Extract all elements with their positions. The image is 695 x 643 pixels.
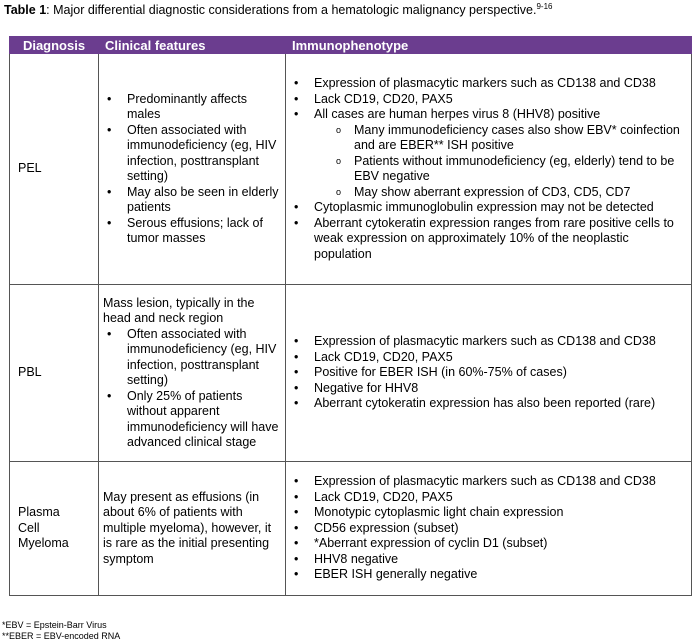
table-row-plasma-cell-myeloma xyxy=(10,462,692,596)
list-item: • Only 25% of patients without apparent immunodeficiency will have advanced clinical stage xyxy=(127,389,281,451)
immunophenotype-cell xyxy=(286,462,692,596)
header-immunophenotype: Immunophenotype xyxy=(286,37,692,54)
list-item: • *Aberrant expression of cyclin D1 (subset) xyxy=(314,536,687,552)
list-item: • CD56 expression (subset) xyxy=(314,521,687,537)
list-item: • Expression of plasmacytic markers such as CD138 and CD38 xyxy=(314,474,687,490)
immunophenotype-cell xyxy=(286,54,692,285)
list-item: • Aberrant cytokeratin expression ranges from rare positive cells to weak expression on approximately 10% of the neoplastic population xyxy=(314,216,687,263)
clinical-list xyxy=(103,327,281,451)
clinical-features-cell xyxy=(99,54,286,285)
diagnosis-table xyxy=(9,36,692,596)
list-item: • Predominantly affects males xyxy=(127,92,281,123)
list-item: • Lack CD19, CD20, PAX5 xyxy=(314,92,687,108)
list-item: • EBER ISH generally negative xyxy=(314,567,687,583)
list-item: • Often associated with immunodeficiency (eg, HIV infection, posttransplant setting) xyxy=(127,327,281,389)
list-item: • Serous effusions; lack of tumor masses xyxy=(127,216,281,247)
list-item: • Positive for EBER ISH (in 60%-75% of cases) xyxy=(314,365,687,381)
list-item: • Negative for HHV8 xyxy=(314,381,687,397)
clinical-features-cell: May present as effusions (in about 6% of patients with multiple myeloma), however, it is rare as the initial presenting symptom xyxy=(99,462,286,596)
list-item: • Often associated with immunodeficiency (eg, HIV infection, posttransplant setting) xyxy=(127,123,281,185)
list-item: • Lack CD19, CD20, PAX5 xyxy=(314,490,687,506)
diagnosis-line: Plasma xyxy=(18,505,60,520)
header-clinical-features: Clinical features xyxy=(99,37,286,54)
immunophenotype-cell xyxy=(286,285,692,462)
list-item: • Cytoplasmic immunoglobulin expression may not be detected xyxy=(314,200,687,216)
list-item xyxy=(314,107,687,200)
caption-label: Table 1 xyxy=(4,3,47,17)
diagnosis-cell: PEL xyxy=(10,54,99,285)
list-item-text: All cases are human herpes virus 8 (HHV8) positive xyxy=(314,107,601,121)
table-caption xyxy=(4,3,604,17)
clinical-intro: Mass lesion, typically in the head and neck region xyxy=(103,295,255,325)
sub-list-item: o Many immunodeficiency cases also show EBV* coinfection and are EBER** ISH positive xyxy=(354,123,687,154)
caption-refs: 9-16 xyxy=(536,2,553,11)
list-item: • Expression of plasmacytic markers such as CD138 and CD38 xyxy=(314,334,687,350)
diagnosis-line: Myeloma xyxy=(18,536,69,551)
footnote-eber: **EBER = EBV-encoded RNA xyxy=(2,631,121,641)
diagnosis-cell xyxy=(10,462,99,596)
header-diagnosis: Diagnosis xyxy=(10,37,99,54)
footnote-ebv: *EBV = Epstein-Barr Virus xyxy=(2,620,107,630)
immuno-list xyxy=(290,334,687,412)
table-header-row xyxy=(10,37,692,54)
list-item: • Expression of plasmacytic markers such as CD138 and CD38 xyxy=(314,76,687,92)
table-row-pbl xyxy=(10,285,692,462)
table-row-pel xyxy=(10,54,692,285)
list-item: • Monotypic cytoplasmic light chain expression xyxy=(314,505,687,521)
clinical-features-cell xyxy=(99,285,286,462)
immuno-list xyxy=(290,76,687,262)
diagnosis-cell: PBL xyxy=(10,285,99,462)
caption-text: : Major differential diagnostic considerations from a hematologic malignancy perspective. xyxy=(46,3,537,17)
list-item: • Lack CD19, CD20, PAX5 xyxy=(314,350,687,366)
clinical-list xyxy=(103,92,281,247)
immuno-sublist xyxy=(314,123,687,201)
list-item: • May also be seen in elderly patients xyxy=(127,185,281,216)
list-item: • Aberrant cytokeratin expression has also been reported (rare) xyxy=(314,396,687,412)
sub-list-item: o Patients without immunodeficiency (eg, elderly) tend to be EBV negative xyxy=(354,154,687,185)
sub-list-item: o May show aberrant expression of CD3, CD5, CD7 xyxy=(354,185,687,201)
immuno-list xyxy=(290,474,687,583)
diagnosis-line: Cell xyxy=(18,520,40,535)
list-item: • HHV8 negative xyxy=(314,552,687,568)
